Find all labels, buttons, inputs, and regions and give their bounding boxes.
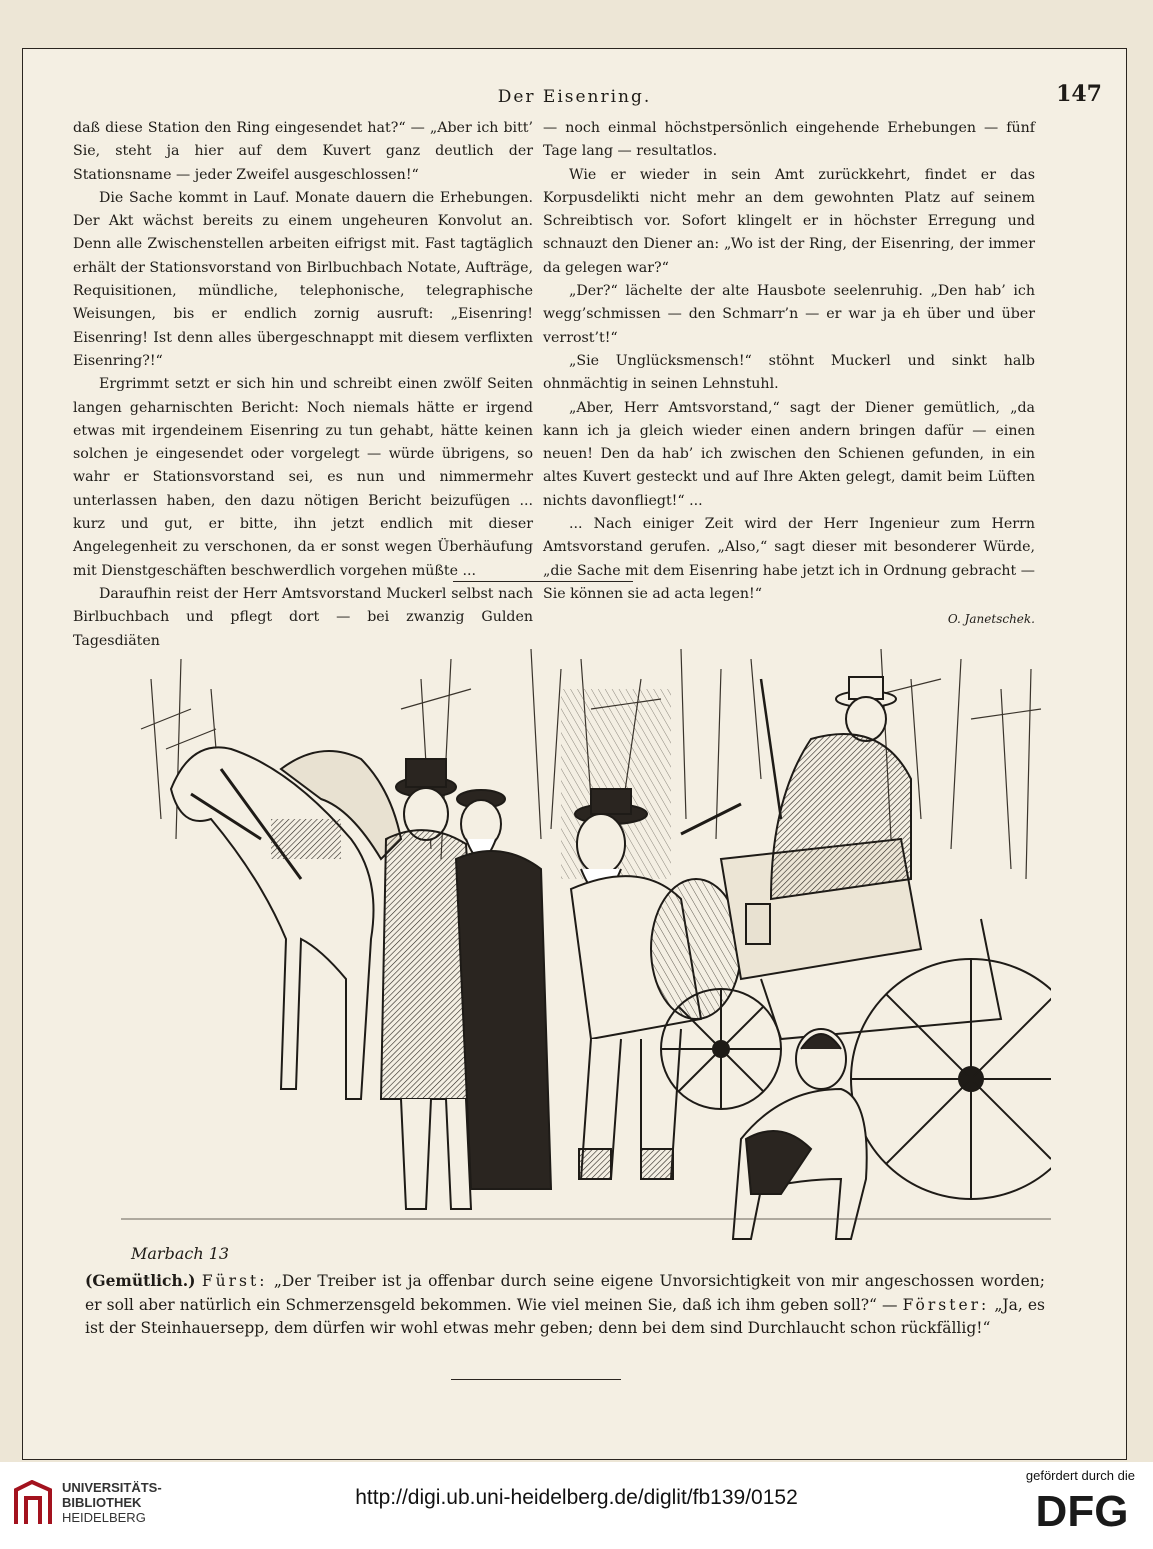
- paragraph: Ergrimmt setzt er sich hin und schreibt einen zwölf Seiten langen geharnischten Bericht: Noch niemals hätte er irgend etwas mit irgendeinem Eisenring zu tun gehabt, hätte keinen solchen je eingesendet oder vorgelegt — würde übrigens, so wahr er Stationsvorstand sei, es nun und nimmermehr unterlassen haben, den dazu nötigen Bericht beizufügen ... kurz und gut, er bitte, ihn jetzt endlich mit dieser Angelegenheit zu verschonen, da er sonst wegen Überhäufung mit Dienstgeschäften beschwerdlich vorgehen müßte ...: [73, 376, 533, 579]
- author-signature: O. Janetschek.: [947, 612, 1035, 627]
- divider: [451, 1379, 621, 1380]
- paragraph: Wie er wieder in sein Amt zurückkehrt, findet er das Korpusdelikti nicht mehr an dem gewohnten Platz auf seinem Schreibtisch vor. Sofort klingelt er in höchster Erregung und schnauzt den Diener an: „Wo ist der Ring, der Eisenring, der immer da gelegen war?“: [543, 166, 1035, 276]
- paragraph: „Aber, Herr Amtsvorstand,“ sagt der Diener gemütlich, „da kann ich ja gleich wieder einen andern bringen dafür — einen neuen! Den da hab’ ich zwischen den Schienen gefunden, in ein altes Kuvert gesteckt und auf Ihre Akten gelegt, damit beim Lüften nichts davonfliegt!“ ...: [543, 399, 1035, 509]
- paragraph: Die Sache kommt in Lauf. Monate dauern die Erhebungen. Der Akt wächst bereits zu einem ungeheuren Konvolut an. Denn alle Zwischenstellen arbeiten eifrigst mit. Fast tagtäglich erhält der Stationsvorstand von Birlbuchbach Notate, Aufträge, Requisitionen, mündliche, telephonische, telegraphische Weisungen, bis er endlich zornig ausruft: „Eisenring! Eisenring! Ist denn alles übergeschnappt mit diesem verflixten Eisenring?!“: [73, 189, 533, 369]
- permalink-url[interactable]: http://digi.ub.uni-heidelberg.de/diglit/fb139/0152: [355, 1486, 798, 1509]
- paragraph: daß diese Station den Ring eingesendet hat?“ — „Aber ich bitt’ Sie, steht ja hier auf dem Kuvert ganz deutlich der Stationsname — jeder Zweifel ausgeschlossen!“: [73, 120, 533, 183]
- page-number: 147: [1056, 81, 1102, 107]
- hunting-dog: [733, 1029, 867, 1239]
- horses: [171, 747, 401, 1099]
- funding-label: gefördert durch die: [1025, 1468, 1135, 1483]
- library-name: UNIVERSITÄTS- BIBLIOTHEK HEIDELBERG: [62, 1480, 162, 1525]
- funder-name: DFG: [1035, 1487, 1129, 1532]
- paragraph: — noch einmal höchstpersönlich eingehende Erhebungen — fünf Tage lang — resultatlos.: [543, 120, 1035, 160]
- caption-speaker: Fürst:: [201, 1272, 268, 1290]
- illustration-hunting-scene: [121, 619, 1051, 1259]
- paragraph: ... Nach einiger Zeit wird der Herr Ingenieur zum Herrn Amtsvorstand gerufen. „Also,“ sagt dieser mit besonderer Würde, „die Sache mit dem Eisenring habe jetzt ich in Ordnung gebracht — Sie können sie ad acta legen!“: [543, 516, 1035, 602]
- coachman: [771, 677, 911, 899]
- divider: [453, 581, 633, 582]
- viewer-footer: [0, 1462, 1153, 1549]
- bearded-man: [456, 790, 551, 1189]
- magazine-page: [22, 48, 1127, 1460]
- caption-speech: „Der Treiber ist ja offenbar durch seine eigene Unvorsichtigkeit von mir angeschossen worden; er soll aber natürlich ein Schmerzensgeld bekommen. Wie viel meinen Sie, daß ich ihm geben soll?“ —: [85, 1272, 1045, 1314]
- dfg-logo: [1027, 1486, 1137, 1532]
- artist-signature: Marbach 13: [131, 1244, 230, 1259]
- cartoon-caption: [85, 1269, 1045, 1341]
- paragraph: Daraufhin reist der Herr Amtsvorstand Muckerl selbst nach Birlbuchbach und pflegt dort — bei zwanzig Gulden Tagesdiäten: [73, 585, 533, 649]
- paragraph: „Sie Unglücksmensch!“ stöhnt Muckerl und sinkt halb ohnmächtig in seinen Lehnstuhl.: [543, 352, 1035, 393]
- story-column-right: [543, 117, 1035, 632]
- running-title: Der Eisenring.: [497, 87, 652, 107]
- story-column-left: [73, 117, 533, 653]
- paragraph: „Der?“ lächelte der alte Hausbote seelenruhig. „Den hab’ ich wegg’schmissen — den Schmarr’n — er war ja eh über und über verrost’t!“: [543, 283, 1035, 346]
- caption-speaker: Förster:: [902, 1295, 990, 1314]
- caption-speech: „Ja, es ist der Steinhauersepp, dem dürfen wir wohl etwas mehr geben; denn bei dem sind Durchlaucht schon rückfällig!“: [85, 1295, 1045, 1337]
- caption-lead: (Gemütlich.): [85, 1271, 196, 1290]
